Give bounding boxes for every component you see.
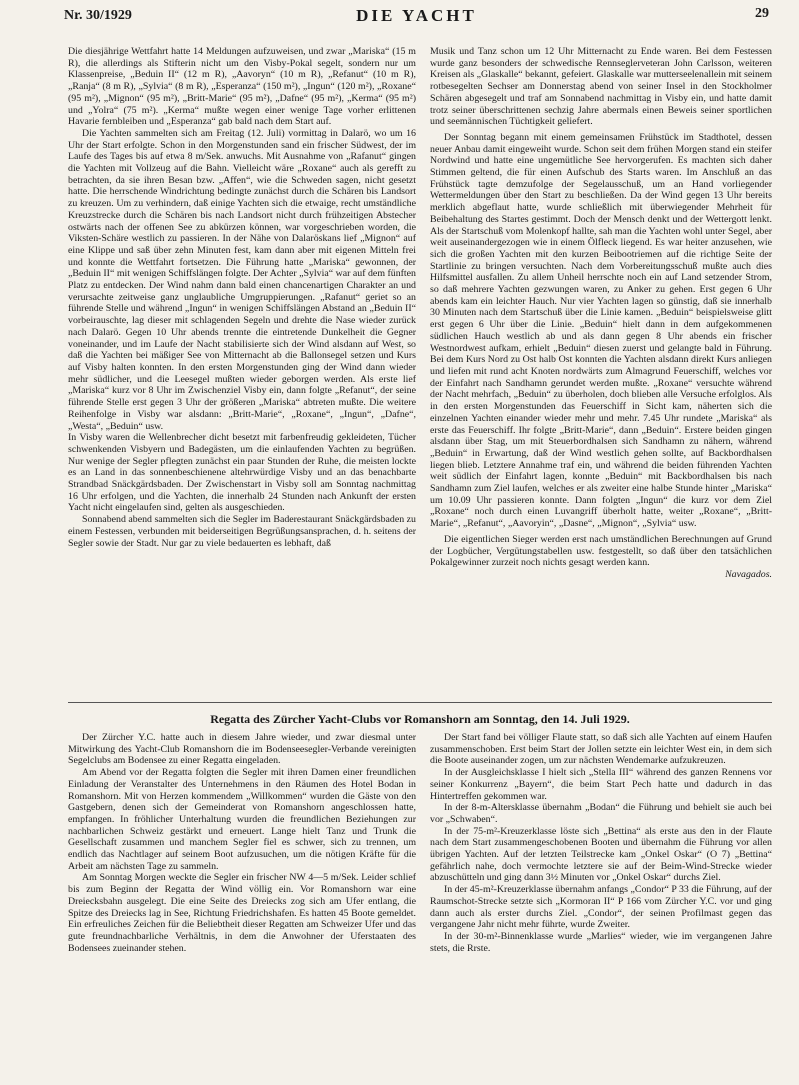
article2-title: Regatta des Zürcher Yacht-Clubs vor Romanshorn am Sonntag, den 14. Juli 1929. [210, 712, 630, 726]
article1-paragraph: Die diesjährige Wettfahrt hatte 14 Meldungen aufzuweisen, und zwar „Mariska“ (15 m R), die allerdings als Stifterin nicht um den Visby-Pokal segelt, sondern nur um Klassenpreise, „Beduin II“ (12 m R), „Aavoryn“ (10 m R), „Refanut“ (10 m R), „Ranja“ (8 m R), „Sylvia“ (8 m R), „Esperanza“ (150 m²), „Ingun“ (120 m²), „Roxane“ (95 m²), „Mignon“ (95 m²), „Britt-Marie“ (95 m²), „Dafne“ (95 m²), „Kerma“ (95 m²) und „Yolra“ (75 m²). „Kerma“ mußte wegen einer wenige Tage vorher erlittenen Havarie fernbleiben und „Esperanza“ gab bald nach dem Start auf. [68, 46, 416, 128]
article2-paragraph: Am Sonntag Morgen weckte die Segler ein frischer NW 4—5 m/Sek. Leider schlief bis zum Beginn der Regatta der Wind völlig ein. Vor Romanshorn war eine Dreiecksbahn ausgelegt. Die eine Seite des Dreiecks zog sich am Ufer entlang, die Spitze des Dreiecks lag in See, Richtung Friedrichshafen. Es hatten 45 Boote gemeldet. Ein erfreuliches Zeichen für die Beliebtheit dieser Regatten am Schweizer Ufer und das gute freundnachbarliche Verhältnis, in dem die Anwohner der Uferstaaten des Bodensees zueinander stehen. [68, 872, 416, 954]
article2-paragraph: In der 45-m²-Kreuzerklasse übernahm anfangs „Condor“ P 33 die Führung, auf der Raumschot-Strecke setzte sich „Kormoran II“ P 166 vom Zürcher Y.C. vor und ging dann auch als erster durchs Ziel. „Condor“, der seinen Profilmast gegen das vergangene Jahr nicht mehr führte, wurde Zweiter. [430, 884, 772, 931]
issue-number: Nr. 30/1929 [64, 8, 132, 23]
page-number: 29 [755, 6, 769, 21]
article1-paragraph: Der Sonntag begann mit einem gemeinsamen Frühstück im Stadthotel, dessen neuer Anbau damit eingeweiht wurde. Schon seit dem frühen Morgen stand ein steifer Nordwind und hatte eine ungemütliche See hervorgerufen. Es machten sich daher Stimmen geltend, die für einen Aufschub des Starts waren. Im Anschluß an das Frühstück tagte demzufolge der Segelausschuß, um an Hand vorliegender Wettermeldungen über den Start zu beschließen. Da der Wind gegen 13 Uhr bereits merklich abgeflaut hatte, wurde schließlich mit überwiegender Mehrheit für Beibehaltung des Startes gestimmt. Doch der Mensch denkt und der Wettergott lenkt. Als der Startschuß vom Molenkopf hallte, sah man die Yachten wohl unter Segel, aber weit auseinandergezogen wie in einem Ölfleck liegend. Es war heiter anzusehen, wie sich die großen Yachten mit den kurzen Beibootriemen auf die richtige Seite der Startlinie zu bringen versuchten. Nach dem Vorbereitungsschuß mußte auch dies Hilfsmittel ausfallen. Zu allem Unheil herrschte noch ein auf Land setzender Strom, so daß mehrere Yachten gezwungen waren, zu Anker zu gehen. Erst gegen 6 Uhr abends kam ein leichter Hauch. Nur vier Yachten lagen so günstig, daß sie innerhalb 30 Minuten nach dem Startschuß über die Linie kamen. „Beduin“ beispielsweise glitt erst gegen 6 Uhr über die Linie. „Beduin“ hielt dann in dem aufgekommenen südlichen Hauch westlich ab und als dann gegen 8 Uhr abends ein frischer Westnordwest aufkam, erhielt „Beduin“ diesen zuerst und gelangte bald in Führung. Bei dem Kurs Nord zu Ost halb Ost konnten die Yachten alsdann direkt Kurs anliegen und liefen mit rund acht Knoten nordwärts zum Almagrund Feuerschiff, welches vor der Einfahrt nach Sandhamn gerundet werden mußte. „Roxane“ versuchte während der Nacht mehrfach, „Beduin“ zu überholen, doch blieben alle Versuche erfolglos. Als in den ersten Morgenstunden das Feuerschiff in Sicht kam, näherten sich die einzelnen Yachten einander wieder mehr und mehr. 7.45 Uhr rundete „Mariska“ als erste das Feuerschiff. Ihr folgte „Britt-Marie“, dann „Beduin“. Erstere beiden gingen alsdann über Stag, um mit Steuerbordhalsen sich Sandhamn zu nähern, während „Beduin“ in Erwartung, daß der Wind westlich gehen sollte, auf Backbordhalsen liegen blieb. Letztere Annahme traf ein, und während die beiden führenden Yachten weit südlich der Einfahrt lagen, konnte „Beduin“ mit Backbordhalsen bis nach Sandhamn zum Ziel laufen, welches er als zweiter eine halbe Stunde hinter „Mariska“ um 10.09 Uhr passieren konnte. Dann folgten „Ingun“ die kurz vor dem Ziel „Roxane“ noch durch einen Luvangriff überholt hatte, weiter „Roxane“, „Britt-Marie“, „Refanut“, „Aavoryin“, „Dasne“, „Mignon“, „Sylvia“ usw. [430, 131, 772, 530]
article1-paragraph: Die eigentlichen Sieger werden erst nach umständlichen Berechnungen auf Grund der Logbücher, Vergütungstabellen usw. festgestellt, so daß über den tatsächlichen Pokalgewinner zurzeit noch nichts gesagt werden kann. [430, 533, 772, 569]
article1-paragraph: Musik und Tanz schon um 12 Uhr Mitternacht zu Ende waren. Bei dem Festessen wurde ganz besonders der schwedische Rennseglerveteran John Carlsson, weiteren Kreisen als „Glaskalle“ bekannt, gefeiert. Glaskalle war mutterseelenallein mit seinem rotbesegelten Sechser am Donnerstag abend von seiner Insel in den Stockholmer Schären abgesegelt und traf am Sonnabend nachmittag in Visby ein, und hatte damit trotz seiner überschrittenen sechzig Jahre abermals einen Beweis seiner sportlichen und seemännischen Tüchtigkeit geliefert. [430, 46, 772, 128]
page-header [64, 6, 769, 28]
article2-paragraph: In der 30-m²-Binnenklasse wurde „Marlies“ wieder, wie im vergangenen Jahre stets, die Rrste. [430, 930, 772, 954]
article1-paragraph: Die Yachten sammelten sich am Freitag (12. Juli) vormittag in Dalarö, wo um 16 Uhr der Start erfolgte. Schon in den Morgenstunden sand ein frischer Südwest, der im Laufe des Tages bis auf etwa 8 m/Sek. anwuchs. Mit Ausnahme von „Rafanut“ gingen die Yachten mit Vollzeug auf die Bahn. Vielleicht wäre „Roxane“ auch als gerefft zu betrachten, da sie ihren Besan bzw. „Affen“, wie die Schweden sagen, nicht gesetzt hatte. Die herrschende Windrichtung bedingte zunächst durch die Schären bis Landsort zu kreuzen. Um zu verhindern, daß einige Yachten sich die etwaige, recht umständliche Kreuzstrecke durch die Schären bis nach Landsort nicht durch frühzeitigen Abstecher ostwärts nach der offenen See zu abkürzen können, war vorgeschrieben worden, die Viksten-Schäre westlich zu passieren. In der Nähe von Dalaröskans lief „Mignon“ auf eine Klippe und saß über zehn Minuten fest, kam dann aber mit eigenen Mitteln frei und konnte die Wettfahrt fortsetzen. Die Führung hatte „Mariska“ gewonnen, der „Beduin II“ mit wenigen Schiffslängen folgte. Der Achter „Sylvia“ war auf dem fünften Platz zu entdecken. Der Wind nahm dann bald einen chancenartigen Charakter an und verursachte zeitweise ganz unglaubliche Umgruppierungen. „Rafanut“ geriet so an führende Stelle und während „Ingun“ in wenigen Schiffslängen Abstand an „Beduin II“ vorbeirauschte, lag dieser mit schlagenden Segeln und drehte die Nase wieder zurück nach Dalarö. Gegen 10 Uhr abends trennte die eintretende Dunkelheit die Gegner voneinander, und im Laufe der Nacht stabilisierte sich der Wind alsdann auf West, so daß die Yachten bei mäßiger See von Mitternacht ab die Ballonsegel setzen und Kurs auf Visby halten konnten. In den ersten Morgenstunden ging der Wind dann wieder mehr südlicher, und die Leesegel mußten wieder geborgen werden. Als erste lief „Mariska“ kurz vor 8 Uhr im Zwischenziel Visby ein, dann folgte „Refanut“, der seine führende Stelle erst gegen 3 Uhr der größeren „Mariska“ abtreten mußte. Die weitere Reihenfolge in Visby war alsdann: „Britt-Marie“, „Roxane“, „Ingun“, „Dafne“, „Westa“, „Beduin“ usw. [68, 127, 416, 432]
article1-right-column [430, 46, 772, 696]
article1-signature: Navagados. [725, 568, 772, 580]
article2-paragraph: In der 8-m-Altersklasse übernahm „Bodan“ die Führung und behielt sie auch bei vor „Schwaben“. [430, 802, 772, 825]
article1-paragraph: Sonnabend abend sammelten sich die Segler im Baderestaurant Snäckgärdsbaden zu einem Festessen, verbunden mit beiderseitigen Begrüßungsansprachen, d. h. seitens der Segler sowie der Stadt. Nur gar zu viele bedauerten es lebhaft, daß [68, 514, 416, 549]
article2-paragraph: Der Start fand bei völliger Flaute statt, so daß sich alle Yachten auf einem Haufen zusammenschoben. Erst beim Start der Jollen setzte ein leichter West ein, in dem sich die Boote auseinander zogen, um zur nächsten Wendemarke aufzukreuzen. [430, 732, 772, 767]
magazine-title: DIE YACHT [356, 6, 477, 25]
article2-paragraph: In der 75-m²-Kreuzerklasse löste sich „Bettina“ als erste aus den in der Flaute nach dem Start zusammengeschobenen Booten und übernahm die Führung vor allen übrigen Yachten. Auf der letzten Teilstrecke kam „Onkel Oskar“ (O 7) „Bettina“ gefährlich nahe, doch vermochte letztere sie auf der Beim-Wind-Strecke wieder abzuschütteln und ging dann 3½ Minuten vor „Onkel Oskar“ durchs Ziel. [430, 825, 772, 884]
article2-paragraph: Am Abend vor der Regatta folgten die Segler mit ihren Damen einer freundlichen Einladung der Veranstalter des Unternehmens in den Räumen des Hotel Bodan in Romanshorn. Mit von Herzen kommendem „Willkommen“ wurden die Gäste von den Gastgebern, denen sich der Gemeinderat von Romanshorn angeschlossen hatte, empfangen. In fröhlicher Unterhaltung wurden die freundlichen Beziehungen zur nachbarlichen Schweiz gestärkt und erneuert. Lange hielt Tanz und Trunk die Gesellschaft zusammen und manchem Segler fiel es schwer, sich zu trennen, um endlich das Nachtlager auf seinem Boot aufzusuchen, um die nötigen Kräfte für die Arbeit am nächsten Tage zu sammeln. [68, 767, 416, 872]
article1-left-column [68, 46, 416, 696]
article2-right-column [430, 732, 772, 1077]
article2-left-column [68, 732, 416, 1077]
article2-paragraph: Der Zürcher Y.C. hatte auch in diesem Jahre wieder, und zwar diesmal unter Mitwirkung des Yacht-Club Romanshorn die im Bodenseesegler-Verbande vereinigten Segelclubs am Bodensee zu einer Regatta eingeladen. [68, 732, 416, 767]
section-divider [68, 702, 772, 703]
article1-paragraph: In Visby waren die Wellenbrecher dicht besetzt mit farbenfreudig gekleideten, Tücher schwenkenden Visbyern und Badegästen, um die einlaufenden Yachten zu begrüßen. Nur wenige der Segler pflegten zunächst ein paar Stunden der Ruhe, die meisten lockte es an Land in das sonnenbeschienene altehrwürdige Visby und an das benachbarte Strandbad Snäckgärdsbaden. Der Zwischenstart in Visby soll am Sonntag nachmittag 16 Uhr erfolgen, und die Yachten, die innerhalb 24 Stunden nach Ankunft der ersten Yacht nicht eingelaufen sind, gelten als ausgeschieden. [68, 432, 416, 514]
article2-paragraph: In der Ausgleichsklasse I hielt sich „Stella III“ während des ganzen Rennens vor seiner Konkurrenz „Bayern“, die beim Start Pech hatte und dadurch in das Hintertreffen gekommen war. [430, 767, 772, 802]
